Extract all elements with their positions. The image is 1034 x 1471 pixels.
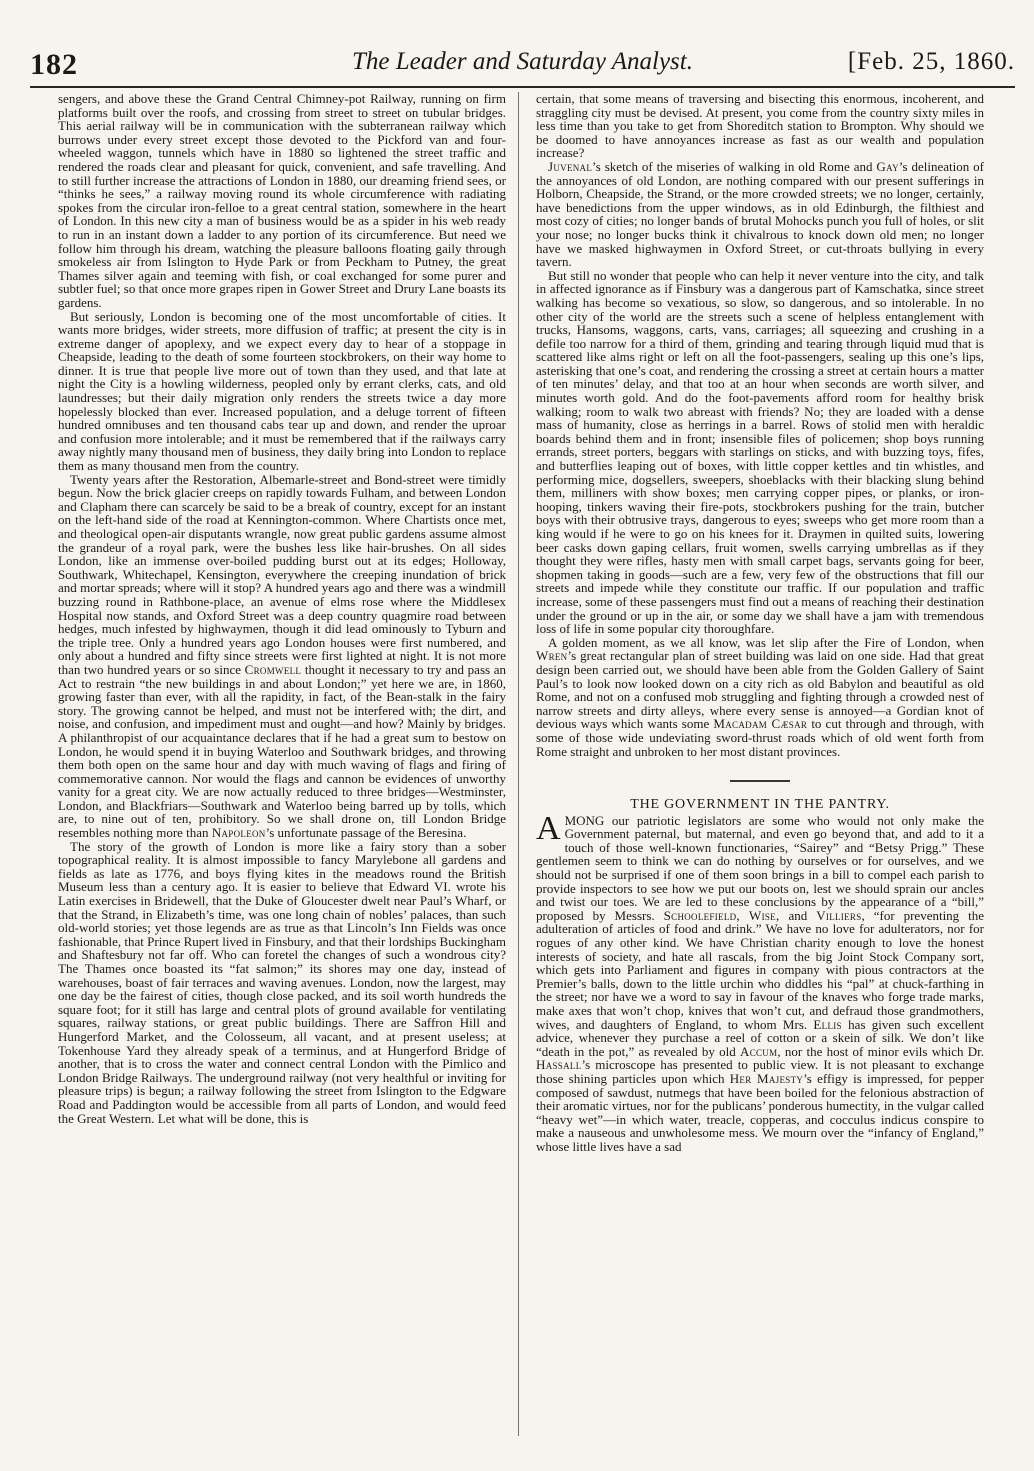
text-run: to cut through and through, with some of those wide undeviating sword-thrust roads which of old went forth from Rome straight and unbroken to her most distant provinces. (536, 716, 984, 759)
paragraph (536, 809, 985, 1154)
paragraph (58, 473, 506, 840)
text-run: MONG our patriotic legislators are some who would not only make the Government paternal, but maternal, and even go beyond that, and add to it a touch of those well-known functionaries, “Sairey” and “Betsy Prigg.” These gentlemen seem to think we can do nothing by ourselves or for ourselves, and we should not be surprised if one of them soon brings in a bill to compel each parish to provide inspectors to see how we put our boots on, lest we should sprain our ancles and twist our toes. We are led to these conclusions by the appearance of a “bill,” proposed by Messrs. (536, 812, 984, 923)
names-schoolefield-wise: Schoolefield, Wise, (663, 907, 780, 923)
name-hassall: Hassall (536, 1057, 582, 1073)
text-run: ’s unfortunate passage of the Beresina. (265, 825, 467, 841)
text-run: ’s microscope has presented to public view. It is not pleasant to exchange those shining particles upon which (536, 1057, 984, 1086)
text-run: ’s delineation of the annoyances of old London, are nothing compared with our present sufferings in Holborn, Cheapside, the Strand, or the more crowded streets; we no longer, certainly, have benedictions from the upper windows, as in old Edinburgh, the filthiest and most cozy of cities; no longer bands of brutal Mohocks punch you full of holes, or slit your nose; no longer bucks think it chivalrous to knock down old men; no longer have we masked highwaymen in Oxford Street, or cut-throats bullying in every tavern. (536, 158, 984, 270)
text-run: A golden moment, as we all know, was let slip after the Fire of London, when (548, 634, 984, 650)
text-run: , nor the host of minor evils which Dr. (777, 1043, 985, 1059)
paragraph (536, 636, 984, 758)
paragraph: But seriously, London is becoming one of the most uncomfortable of cities. It wants more bridges, wider streets, more diffusion of traffic; at present the city is in extreme danger of apoplexy, and we expect every day to hear of a stoppage in Cheapside, leading to the death of some fourteen stockbrokers, on their way home to dinner. It is true that people live more out of town than they used, and that late at night the City is a howling wilderness, peopled only by errant clerks, cats, and old laundresses; but their daily migration only renders the streets twice a day more hopelessly blocked than ever. Increased population, and a deluge torrent of fifteen hundred omnibuses and ten thousand cabs tear up and down, and render the uproar and confusion more intolerable; and it must be remembered that if the railways carry away nightly many thousand men of business, they daily bring into London to replace them as many thousand men from the country. (58, 308, 506, 474)
drop-cap: A (536, 809, 561, 847)
paragraph: sengers, and above these the Grand Central Chimney-pot Railway, running on firm platforms built over the roofs, and crossing from street to street on tubular bridges. This aerial railway will be in communication with the subterranean railway which burrows under every street except those devoted to the Pickford van and four-wheeled waggon, tunnels which have in 1880 so lightened the street traffic and rendered the roads clear and pleasant for quick, convenient, and safe travelling. And to still further increase the attractions of London in 1880, our dreaming friend sees, or “thinks he sees,” a railway moving round its whole circumference with radiating spokes from the circular iron-felloe to a great central station, somewhere in the heart of London. In this new city a man of business would be as a spider in his web ready to run in an instant down a ladder to any portion of its circumference. But need we follow him through his dream, watching the pleasure balloons floating gaily through smokeless air from Islington to Hyde Park or from Peckham to Putney, the great Thames silver again and teeming with fish, or coal exchanged for some purer and subtler fuel; so that once more grapes ripen in Gower Street and Drury Lane boasts its gardens. (58, 91, 506, 310)
issue-date: [Feb. 25, 1860. (847, 48, 1015, 75)
header-rule (30, 86, 1015, 88)
name-ellis: Ellis (813, 1016, 842, 1032)
page-number: 182 (30, 48, 78, 81)
name-macadam: Macadam Cæsar (713, 716, 808, 732)
section-heading: THE GOVERNMENT IN THE PANTRY. (630, 797, 890, 813)
paragraph: But still no wonder that people who can help it never venture into the city, and talk in affected ignorance as if Finsbury was a dangerous part of Kamschatka, since street walking has become so vexatious, so slow, so dangerous, and so intolerable. In no other city of the world are the streets such a scene of helpless entanglement with trucks, Hansoms, waggons, carts, vans, carriages; all squeezing and crushing in a defile too narrow for a third of them, grinding and tearing through liquid mud that is scattered like alms right or left on all the foot-passengers, sealing up this one’s lips, asterisking that one’s coat, and rendering the crossing a street at certain hours a matter of ten minutes’ delay, and that too at an hour when seconds are worth silver, and minutes worth gold. And do the foot-pavements afford room for healthy brisk walking; room to walk two abreast with friends? No; they are loaded with a dense mass of humanity, close as herrings in a barrel. Rows of stolid men with heraldic boards behind them and in front; insensible files of policemen; shop boys running errands, street porters, beggars with starlings on sticks, and with buzzing toys, fifes, and butterflies leaping out of boxes, with little copper kettles and tin whistles, and performing mice, dogsellers, sweepers, shoeblacks with their blacking slung behind them, milliners with show boxes; men carrying copper pipes, or planks, or iron-hooping, tinkers waving their fire-pots, stockbrokers pushing for the train, butcher boys with their obtrusive trays, dangerous to eyes; sweeps who get more room than a king would if he were to go on his knees for it. Draymen in quilted suits, lowering beer casks down gaping cellars, fruit women, swells carrying umbrellas as if they thought they were rifles, hasty men with small carpet bags, servants going for beer, shopmen taking in goods—such are a few, very few of the obstructions that fill our streets and impede while they constitute our traffic. If our population and traffic increase, some of these passengers must find out a means of reaching their destination under the ground or up in the air, or some day we shall have a jam with tremendous loss of life in some popular city thoroughfare. (536, 267, 984, 637)
column-divider (518, 92, 519, 1436)
page-header (30, 48, 1015, 88)
text-run: has given such excellent advice, whenever they purchase a reel of cotton or a skein of silk. We don’t like “death in the pot,” as revealed by old (536, 1016, 984, 1059)
name-juvenal: Juvenal (548, 158, 593, 174)
text-run: and (788, 907, 808, 923)
name-accum: Accum (740, 1043, 778, 1059)
name-wren: Wren (536, 648, 568, 664)
name-villiers: Villiers (816, 907, 862, 923)
name-gay: Gay (876, 158, 899, 174)
text-run: , “for preventing the adulteration of articles of food and drink.” We have no love for adulterators, nor for rogues of any other kind. We have Christian charity enough to love the honest interests of society, and hate all rascals, from the big Joint Stock Company sort, which gets into Parliament and figures in company with pious contractors at the Premier’s balls, down to the little urchin who diddles his “pal” at chuck-farthing in the street; nor have we a word to say in favour of the knaves who forge trade marks, make axes that won’t chop, knives that won’t cut, and defraud those grandmothers, wives, and daughters of England, to whom Mrs. (536, 907, 985, 1032)
paragraph (536, 160, 984, 269)
text-run: Twenty years after the Restoration, Albemarle-street and Bond-street were timidly begun. Now the brick glacier creeps on rapidly towards Fulham, and between London and Clapham there can scarcely be said to be a break of country, except for an instant on the left-hand side of the road at Kennington-common. Where Chartists once met, and theological open-air disputants wrangle, now great public gardens assume almost the grandeur of a royal park, were the bushes less like hair-brushes. On all sides London, like an immense over-boiled pudding burst out at its edges; Holloway, Southwark, Whitechapel, Kensington, everywhere the creeping inundation of brick and mortar spreads; where will it stop? A hundred years ago and there was a windmill buzzing round in Rathbone-place, an avenue of elms rose where the Middlesex Hospital now stands, and Oxford Street was a deep country quagmire road between hedges, much infested by highwaymen, though it did lead ominously to Tyburn and the triple tree. Only a hundred years ago London houses were first numbered, and only about a hundred and fifty since streets were first lighted at night. It is not more than two hundred years or so since (58, 471, 506, 677)
paragraph: certain, that some means of traversing and bisecting this enormous, incoherent, and straggling city must be devised. At present, you come from the country sixty miles in less time than you take to get from Shoreditch station to Brompton. Why should we be doomed to have annoyances increase as fast as our wealth and population increase? (536, 91, 984, 161)
name-her-majesty: Her Majesty (729, 1070, 804, 1086)
publication-title: The Leader and Saturday Analyst. (352, 48, 693, 75)
name-cromwell: Cromwell (244, 661, 302, 677)
text-run: ’s sketch of the miseries of walking in old Rome and (592, 158, 873, 174)
text-run: ’s effigy is impressed, for pepper composed of sawdust, nutmegs that have been boiled for the felonious abstraction of their aromatic virtues, nor for the publicans’ ponderous humectity, in the vulgar called “heavy wet”—in which water, treacle, copperas, and cocculus indicus conspire to make a nauseous and unwholesome mess. We mourn over the “infancy of England,” whose little lives have a sad (536, 1070, 984, 1154)
right-column (536, 92, 984, 1154)
left-column (58, 92, 506, 1125)
text-run: thought it necessary to try and pass an Act to restrain “the new buildings in and about London;” yet here we are, in 1860, growing faster than ever, with all the rapidity, in fact, of the Bean-stalk in the fairy story. The growing cannot be helped, and must not be interfered with; the dirt, and noise, and confusion, and impediment must and ought—and how? Mainly by bridges. A philanthropist of our acquaintance declares that if he had a great sum to bestow on London, he would spend it in buying Waterloo and Southwark bridges, and throwing them both open on the same hour and day with much waving of flags and firing of commemorative cannon. Nor would the flags and cannon be evidences of unworthy vanity for a great city. We are now actually reduced to three bridges—Westminster, London, and Blackfriars—Southwark and Waterloo being barred up by tolls, which are, to nine out of ten, prohibitory. So we shall drone on, till London Bridge resembles nothing more than (58, 661, 506, 841)
name-napoleon: Napoleon (211, 825, 266, 841)
section-separator (730, 780, 790, 782)
text-run: ’s great rectangular plan of street building was laid on one side. Had that great design been carried out, we should have been able from the Golden Gallery of Saint Paul’s to look now looked down on a city rich as old Babylon and beautiful as old Rome, and not on a confused mob struggling and fighting through a crowded nest of narrow streets and dirty alleys, where every sense is annoyed—a Gordian knot of devious ways which wants some (536, 648, 984, 732)
paragraph: The story of the growth of London is more like a fairy story than a sober topographical reality. It is almost impossible to fancy Marylebone all gardens and fields as late as 1776, and boys flying kites in the meadows round the British Museum less than a century ago. It is easier to believe that Edward VI. wrote his Latin exercises in Bridewell, that the Duke of Gloucester dwelt near Paul’s Wharf, or that the Strand, in Elizabeth’s time, was one long chain of nobles’ palaces, than such old-world stories; yet those legends are as true as that Lincoln’s Inn Fields was once fashionable, that Prince Rupert lived in Finsbury, and that their lordships Buckingham and Shaftesbury not far off. Who can foretel the changes of such a wondrous city? The Thames once boasted its “fat salmon;” its shores may one day, instead of warehouses, boast of fair terraces and waving avenues. London, now the largest, may one day be the fairest of cities, though close packed, and its soil worth hundreds the square foot; for it still has large and central plots of ground available for ventilating squares, railway stations, or great public buildings. There are Saffron Hill and Hungerford Market, and the Colosseum, all vacant, and at present useless; at Tokenhouse Yard they already speak of a terminus, and at Hungerford Bridge of another, that is to cross the water and connect central London with the Pimlico and London Bridge Railways. The underground railway (not very healthful or inviting for pleasure trips) is begun; a railway following the street from Islington to the Edgware Road and Paddington would be accessible from all parts of London, and would feed the Great Western. Let what will be done, this is (58, 838, 506, 1126)
